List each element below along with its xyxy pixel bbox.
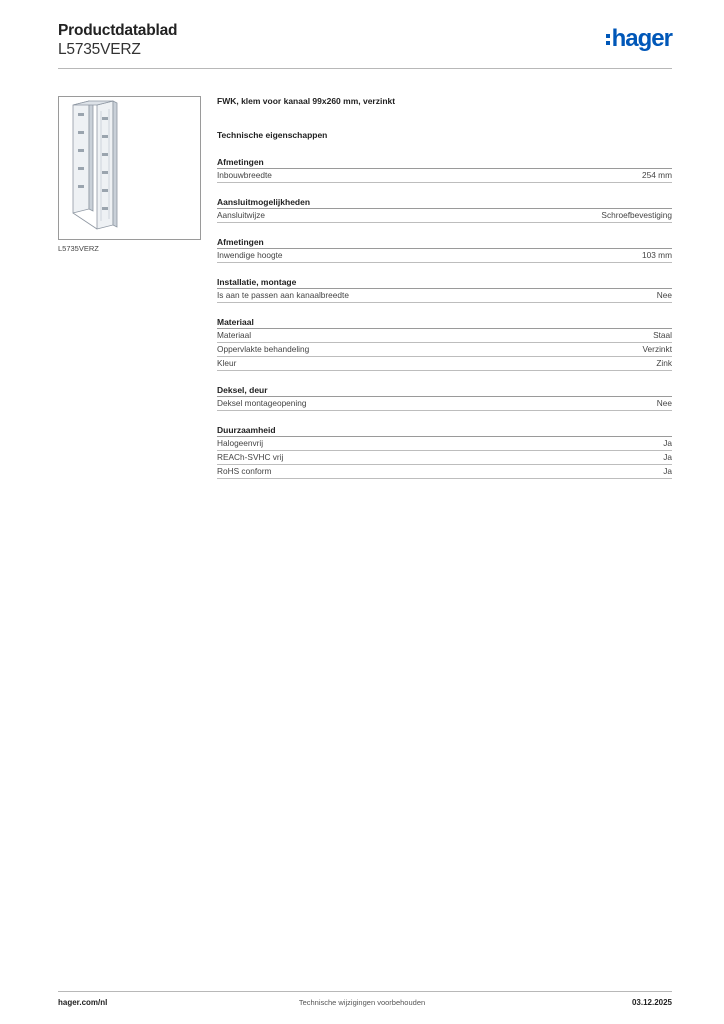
property-value: Ja [663,466,672,476]
group-title: Afmetingen [217,157,264,167]
property-row [217,465,672,479]
property-label: Materiaal [217,330,252,340]
property-row [217,343,672,357]
property-group [217,156,672,183]
property-value: 254 mm [642,170,672,180]
group-title: Deksel, deur [217,385,268,395]
property-row [217,169,672,183]
page-header [58,20,672,68]
properties-list [217,156,672,479]
product-image [58,96,201,240]
property-label: Inwendige hoogte [217,250,283,260]
property-value: Verzinkt [642,344,672,354]
footer-website: hager.com/nl [58,998,108,1007]
property-label: Is aan te passen aan kanaalbreedte [217,290,349,300]
property-label: Inbouwbreedte [217,170,272,180]
product-content [217,96,672,479]
footer-note: Technische wijzigingen voorbehouden [298,998,426,1007]
property-value: 103 mm [642,250,672,260]
property-group [217,196,672,223]
hager-logo [606,26,672,52]
product-description: FWK, klem voor kanaal 99x260 mm, verzinkt [217,96,396,106]
property-group [217,276,672,303]
property-group [217,384,672,411]
property-row [217,249,672,263]
property-label: Oppervlakte behandeling [217,344,310,354]
document-title: Productdatablad [58,22,178,39]
header-divider [58,68,672,69]
property-value: Nee [656,398,672,408]
property-group [217,316,672,371]
product-code: L5735VERZ [58,41,141,58]
property-row [217,357,672,371]
mounting-frame-icon [59,97,200,239]
property-row [217,437,672,451]
group-title: Duurzaamheid [217,425,276,435]
property-value: Zink [656,358,672,368]
property-row [217,289,672,303]
property-row [217,329,672,343]
property-group [217,236,672,263]
group-title: Materiaal [217,317,254,327]
group-title: Afmetingen [217,237,264,247]
property-value: Ja [663,452,672,462]
property-label: Deksel montageopening [217,398,307,408]
property-value: Schroefbevestiging [601,210,672,220]
footer-date: 03.12.2025 [631,998,672,1007]
section-heading: Technische eigenschappen [217,130,328,140]
footer-divider [58,991,672,992]
logo-text: hager [611,25,672,52]
property-row [217,397,672,411]
property-label: Aansluitwijze [217,210,265,220]
logo-mark-icon [606,34,610,45]
property-label: RoHS conform [217,466,272,476]
property-row [217,209,672,223]
property-value: Nee [656,290,672,300]
property-value: Ja [663,438,672,448]
group-title: Aansluitmogelijkheden [217,197,311,207]
property-label: REACh-SVHC vrij [217,452,284,462]
property-label: Halogeenvrij [217,438,264,448]
property-row [217,451,672,465]
property-group [217,424,672,479]
property-label: Kleur [217,358,237,368]
image-caption: L5735VERZ [58,244,99,253]
property-value: Staal [653,330,672,340]
group-title: Installatie, montage [217,277,297,287]
